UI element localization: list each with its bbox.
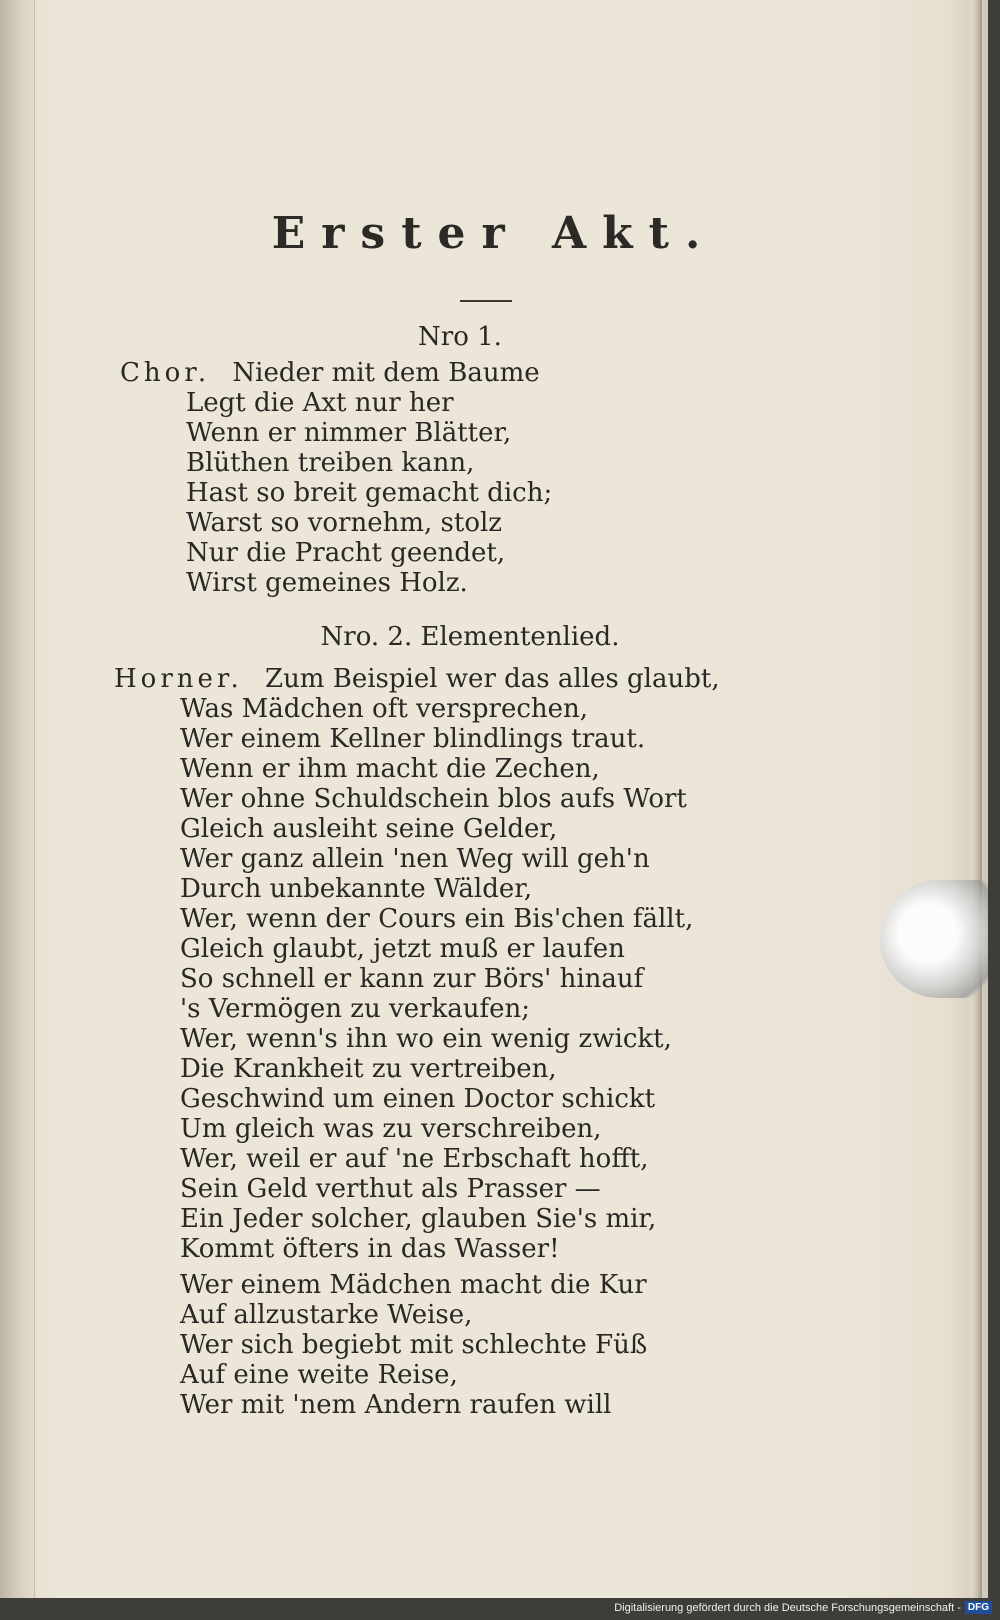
verse-line: Nur die Pracht geendet, xyxy=(186,538,506,568)
verse-line: Wer ganz allein 'nen Weg will geh'n xyxy=(180,844,650,874)
footer-credit xyxy=(614,1601,992,1614)
act-title: Erster Akt. xyxy=(271,208,717,259)
footer-credit-text: Digitalisierung gefördert durch die Deutsche Forschungsgemeinschaft - xyxy=(614,1601,961,1614)
verse-line: Wer einem Mädchen macht die Kur xyxy=(180,1270,647,1300)
verse-line: Wirst gemeines Holz. xyxy=(186,568,468,598)
verse-line: Wer einem Kellner blindlings traut. xyxy=(180,724,646,754)
paper-clip xyxy=(880,880,988,998)
verse-block-nr2-second xyxy=(180,1270,647,1420)
verse-line: Blüthen treiben kann, xyxy=(186,448,475,478)
speaker-line-nr1 xyxy=(120,358,540,388)
verse-block-nr2 xyxy=(180,694,693,1294)
verse-line: Nieder mit dem Baume xyxy=(232,358,540,388)
verse-line: Gleich ausleiht seine Gelder, xyxy=(180,814,558,844)
verse-line: Auf eine weite Reise, xyxy=(180,1360,458,1390)
verse-line: Durch unbekannte Wälder, xyxy=(180,874,533,904)
verse-line: Wer, wenn der Cours ein Bis'chen fällt, xyxy=(180,904,694,934)
speaker-line-nr2 xyxy=(114,664,720,694)
verse-line: Was Mädchen oft versprechen, xyxy=(180,694,589,724)
speaker-name: Horner. xyxy=(114,664,243,694)
verse-line: Wer, weil er auf 'ne Erbschaft hofft, xyxy=(180,1144,649,1174)
verse-line: Legt die Axt nur her xyxy=(186,388,454,418)
verse-line: Geschwind um einen Doctor schickt xyxy=(180,1084,656,1114)
verse-line: Hast so breit gemacht dich; xyxy=(186,478,553,508)
verse-line: Wer ohne Schuldschein blos aufs Wort xyxy=(180,784,687,814)
verse-line: Die Krankheit zu vertreiben, xyxy=(180,1054,557,1084)
dfg-logo: DFG xyxy=(965,1601,992,1614)
verse-line: Gleich glaubt, jetzt muß er laufen xyxy=(180,934,625,964)
verse-line: Sein Geld verthut als Prasser — xyxy=(180,1174,601,1204)
verse-line: 's Vermögen zu verkaufen; xyxy=(180,994,531,1024)
verse-line: Wenn er ihm macht die Zechen, xyxy=(180,754,600,784)
verse-line: So schnell er kann zur Börs' hinauf xyxy=(180,964,644,994)
verse-line: Wenn er nimmer Blätter, xyxy=(186,418,512,448)
section-heading-nr2: Nro. 2. Elementenlied. xyxy=(320,622,620,652)
section-heading-nr1: Nro 1. xyxy=(418,322,502,352)
verse-line: Warst so vornehm, stolz xyxy=(186,508,502,538)
verse-line: Wer, wenn's ihn wo ein wenig zwickt, xyxy=(180,1024,672,1054)
verse-block-nr1 xyxy=(186,388,552,598)
verse-line: Wer mit 'nem Andern raufen will xyxy=(180,1390,612,1420)
verse-line: Auf allzustarke Weise, xyxy=(180,1300,473,1330)
verse-line: Um gleich was zu verschreiben, xyxy=(180,1114,602,1144)
title-divider xyxy=(460,300,512,302)
speaker-name: Chor. xyxy=(120,358,211,388)
verse-line: Ein Jeder solcher, glauben Sie's mir, xyxy=(180,1204,657,1234)
verse-line: Zum Beispiel wer das alles glaubt, xyxy=(265,664,720,694)
verse-line: Wer sich begiebt mit schlechte Füß xyxy=(180,1330,648,1360)
verse-line: Kommt öfters in das Wasser! xyxy=(180,1234,560,1264)
